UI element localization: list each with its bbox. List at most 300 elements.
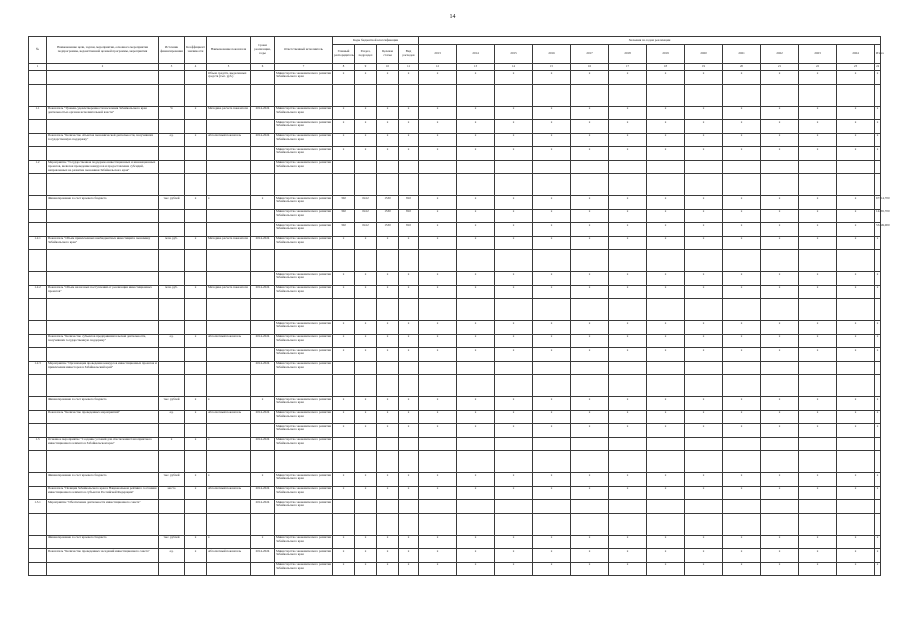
empty-cell bbox=[47, 250, 159, 272]
table-cell: х bbox=[457, 147, 495, 161]
table-cell: х bbox=[761, 334, 799, 348]
header-year: 2013 bbox=[419, 45, 457, 64]
table-cell: х bbox=[647, 535, 685, 549]
empty-cell bbox=[837, 250, 875, 272]
table-cell: х bbox=[723, 272, 761, 286]
table-cell: х bbox=[185, 106, 207, 120]
empty-cell bbox=[875, 174, 881, 196]
table-cell: х bbox=[761, 486, 799, 500]
empty-cell bbox=[29, 250, 47, 272]
table-cell: х bbox=[571, 272, 609, 286]
column-number: 7 bbox=[275, 64, 333, 71]
empty-cell bbox=[837, 513, 875, 535]
table-cell: х bbox=[609, 106, 647, 120]
table-cell: х bbox=[457, 236, 495, 250]
table-cell: % bbox=[159, 106, 185, 120]
table-cell: х bbox=[495, 106, 533, 120]
table-cell bbox=[419, 160, 457, 174]
table-cell: х bbox=[377, 535, 399, 549]
table-cell: х bbox=[761, 223, 799, 237]
table-cell: х bbox=[207, 473, 251, 487]
empty-cell bbox=[799, 375, 837, 397]
table-cell: х bbox=[185, 473, 207, 487]
table-cell bbox=[251, 348, 275, 362]
page-number: 14 bbox=[449, 14, 456, 20]
table-row bbox=[29, 397, 881, 411]
table-cell: х bbox=[723, 410, 761, 424]
table-cell: х bbox=[495, 321, 533, 335]
table-cell: х bbox=[399, 71, 419, 85]
column-number: 9 bbox=[355, 64, 377, 71]
table-cell bbox=[185, 272, 207, 286]
table-cell: х bbox=[685, 473, 723, 487]
table-cell: Министерство экономического развития Забайкальского края bbox=[275, 361, 333, 375]
table-cell bbox=[251, 209, 275, 223]
table-cell: х bbox=[377, 120, 399, 134]
table-cell: х bbox=[571, 535, 609, 549]
table-row bbox=[29, 500, 881, 514]
table-row bbox=[29, 334, 881, 348]
table-cell: х bbox=[495, 147, 533, 161]
empty-cell bbox=[185, 299, 207, 321]
table-cell: х bbox=[495, 236, 533, 250]
empty-cell bbox=[533, 174, 571, 196]
empty-cell bbox=[29, 84, 47, 106]
table-cell: х bbox=[533, 486, 571, 500]
table-cell bbox=[185, 424, 207, 438]
table-cell: х bbox=[647, 272, 685, 286]
table-cell: х bbox=[355, 473, 377, 487]
table-row bbox=[29, 160, 881, 174]
table-cell: Министерство экономического развития Забайкальского края bbox=[275, 272, 333, 286]
table-cell bbox=[251, 160, 275, 174]
table-cell: Министерство экономического развития Забайкальского края bbox=[275, 147, 333, 161]
table-cell bbox=[251, 272, 275, 286]
column-number: 19 bbox=[685, 64, 723, 71]
table-cell: х bbox=[533, 348, 571, 362]
header-year: 2014 bbox=[457, 45, 495, 64]
table-cell: 2014-2024 bbox=[251, 486, 275, 500]
table-cell: х bbox=[533, 106, 571, 120]
table-cell: х bbox=[185, 334, 207, 348]
table-cell: х bbox=[761, 348, 799, 362]
header-year: 2015 bbox=[495, 45, 533, 64]
table-cell: х bbox=[875, 473, 881, 487]
empty-cell bbox=[399, 513, 419, 535]
table-cell: х bbox=[333, 473, 355, 487]
table-cell: х bbox=[875, 348, 881, 362]
empty-cell bbox=[333, 451, 355, 473]
table-row-spacer bbox=[29, 451, 881, 473]
empty-cell bbox=[207, 451, 251, 473]
table-cell: х bbox=[723, 223, 761, 237]
row-title-cell: Мероприятие "Обеспечение деятельности инвестиционного совета" bbox=[47, 500, 159, 514]
table-cell: х bbox=[333, 272, 355, 286]
table-cell: х bbox=[419, 106, 457, 120]
empty-cell bbox=[207, 299, 251, 321]
table-cell bbox=[29, 424, 47, 438]
table-cell: х bbox=[685, 397, 723, 411]
table-cell bbox=[185, 147, 207, 161]
row-title-cell: Показатель "Объем привлеченных внебюджетных инвестиций в экономику Забайкальского края" bbox=[47, 236, 159, 250]
empty-cell bbox=[495, 84, 533, 106]
table-cell: х bbox=[723, 71, 761, 85]
table-cell: х bbox=[419, 147, 457, 161]
table-cell bbox=[159, 424, 185, 438]
table-cell: х bbox=[419, 424, 457, 438]
table-cell: х bbox=[419, 348, 457, 362]
table-cell: х bbox=[533, 334, 571, 348]
empty-cell bbox=[275, 250, 333, 272]
table-cell: х bbox=[419, 334, 457, 348]
table-cell: 0412 bbox=[355, 209, 377, 223]
table-cell: Министерство экономического развития Забайкальского края bbox=[275, 500, 333, 514]
table-cell: х bbox=[837, 71, 875, 85]
table-cell: х bbox=[377, 71, 399, 85]
table-cell bbox=[875, 160, 881, 174]
table-cell: ед. bbox=[159, 410, 185, 424]
empty-cell bbox=[457, 84, 495, 106]
column-number: 4 bbox=[185, 64, 207, 71]
table-cell: х bbox=[761, 321, 799, 335]
header-year: 2019 bbox=[647, 45, 685, 64]
table-cell bbox=[495, 500, 533, 514]
table-cell: х bbox=[723, 473, 761, 487]
table-cell: х bbox=[377, 397, 399, 411]
column-number: 2 bbox=[47, 64, 159, 71]
table-cell bbox=[875, 500, 881, 514]
empty-cell bbox=[647, 299, 685, 321]
table-cell bbox=[207, 147, 251, 161]
table-cell: х bbox=[799, 549, 837, 563]
table-cell bbox=[207, 160, 251, 174]
table-cell: х bbox=[837, 106, 875, 120]
table-cell: х bbox=[609, 348, 647, 362]
table-cell bbox=[533, 437, 571, 451]
empty-cell bbox=[837, 451, 875, 473]
table-row bbox=[29, 120, 881, 134]
table-cell bbox=[609, 361, 647, 375]
table-cell: 14465,700 bbox=[875, 209, 881, 223]
table-cell: х bbox=[185, 133, 207, 147]
table-cell: х bbox=[457, 562, 495, 576]
table-cell: х bbox=[609, 562, 647, 576]
empty-cell bbox=[251, 451, 275, 473]
empty-cell bbox=[419, 451, 457, 473]
table-cell: х bbox=[377, 236, 399, 250]
table-row-spacer bbox=[29, 84, 881, 106]
table-cell: х bbox=[495, 424, 533, 438]
empty-cell bbox=[159, 174, 185, 196]
table-cell bbox=[457, 160, 495, 174]
document-sheet bbox=[28, 36, 890, 576]
table-cell: х bbox=[571, 223, 609, 237]
table-cell: х bbox=[419, 562, 457, 576]
empty-cell bbox=[47, 299, 159, 321]
table-cell bbox=[29, 209, 47, 223]
table-cell: х bbox=[495, 397, 533, 411]
table-cell bbox=[495, 437, 533, 451]
table-cell: Министерство экономического развития Забайкальского края bbox=[275, 160, 333, 174]
header-kind: Вид расходов bbox=[399, 45, 419, 64]
empty-cell bbox=[571, 451, 609, 473]
header-indicator: Наименование показателя bbox=[207, 37, 251, 64]
table-row bbox=[29, 285, 881, 299]
table-cell: х bbox=[723, 120, 761, 134]
table-cell: х bbox=[533, 562, 571, 576]
table-cell: х bbox=[399, 424, 419, 438]
table-cell: тыс. рублей bbox=[159, 535, 185, 549]
table-cell: х bbox=[723, 147, 761, 161]
table-cell bbox=[837, 500, 875, 514]
table-cell: х bbox=[457, 334, 495, 348]
empty-cell bbox=[399, 84, 419, 106]
table-cell: ед. bbox=[159, 334, 185, 348]
table-cell: х bbox=[647, 236, 685, 250]
table-cell: х bbox=[333, 348, 355, 362]
table-cell: х bbox=[207, 437, 251, 451]
empty-cell bbox=[355, 299, 377, 321]
table-cell: х bbox=[571, 348, 609, 362]
header-year: 2017 bbox=[571, 45, 609, 64]
table-cell bbox=[875, 437, 881, 451]
table-cell: х bbox=[419, 223, 457, 237]
empty-cell bbox=[29, 174, 47, 196]
empty-cell bbox=[685, 299, 723, 321]
table-cell bbox=[457, 437, 495, 451]
table-cell: х bbox=[355, 133, 377, 147]
table-cell: х bbox=[609, 147, 647, 161]
column-number: 24 bbox=[875, 64, 881, 71]
table-cell: х bbox=[399, 321, 419, 335]
empty-cell bbox=[185, 250, 207, 272]
table-cell bbox=[185, 71, 207, 85]
table-row bbox=[29, 209, 881, 223]
table-cell: х bbox=[333, 486, 355, 500]
table-cell: х bbox=[875, 71, 881, 85]
table-cell: х bbox=[377, 348, 399, 362]
table-cell: Министерство экономического развития Забайкальского края bbox=[275, 209, 333, 223]
table-cell: Объем средств, выделенных средств (тыс. руб.) bbox=[207, 71, 251, 85]
row-title-cell bbox=[47, 272, 159, 286]
table-cell: х bbox=[685, 133, 723, 147]
table-cell: 1.2.1 bbox=[29, 236, 47, 250]
table-cell bbox=[251, 71, 275, 85]
header-year: 2022 bbox=[761, 45, 799, 64]
empty-cell bbox=[837, 84, 875, 106]
empty-cell bbox=[275, 513, 333, 535]
table-row bbox=[29, 473, 881, 487]
table-cell: х bbox=[419, 196, 457, 210]
table-cell: х bbox=[875, 272, 881, 286]
empty-cell bbox=[761, 513, 799, 535]
table-cell: х bbox=[647, 133, 685, 147]
table-cell: х bbox=[457, 535, 495, 549]
table-cell bbox=[207, 120, 251, 134]
table-cell: Министерство экономического развития Забайкальского края bbox=[275, 321, 333, 335]
table-cell: Министерство экономического развития Забайкальского края bbox=[275, 223, 333, 237]
empty-cell bbox=[495, 174, 533, 196]
table-cell: х bbox=[723, 562, 761, 576]
table-cell: х bbox=[355, 486, 377, 500]
empty-cell bbox=[399, 250, 419, 272]
table-cell bbox=[333, 437, 355, 451]
table-cell: х bbox=[723, 334, 761, 348]
empty-cell bbox=[159, 299, 185, 321]
table-cell: х bbox=[355, 397, 377, 411]
column-number: 23 bbox=[837, 64, 875, 71]
table-cell: х bbox=[647, 106, 685, 120]
table-cell: х bbox=[647, 120, 685, 134]
table-cell: Методика расчета показателя bbox=[207, 106, 251, 120]
table-cell: х bbox=[333, 285, 355, 299]
empty-cell bbox=[609, 174, 647, 196]
table-cell: х bbox=[799, 71, 837, 85]
table-cell bbox=[159, 160, 185, 174]
table-cell: х bbox=[837, 120, 875, 134]
column-number: 18 bbox=[647, 64, 685, 71]
column-number: 17 bbox=[609, 64, 647, 71]
table-cell: х bbox=[495, 334, 533, 348]
table-cell: х bbox=[457, 348, 495, 362]
table-cell bbox=[159, 361, 185, 375]
column-number: 21 bbox=[761, 64, 799, 71]
empty-cell bbox=[723, 84, 761, 106]
table-cell bbox=[29, 549, 47, 563]
table-cell: х bbox=[419, 236, 457, 250]
table-cell: х bbox=[207, 196, 251, 210]
table-cell bbox=[647, 361, 685, 375]
row-title-cell bbox=[47, 348, 159, 362]
table-cell: х bbox=[761, 120, 799, 134]
empty-cell bbox=[723, 375, 761, 397]
empty-cell bbox=[47, 84, 159, 106]
header-group-values: Значения по годам реализации bbox=[419, 37, 881, 45]
table-cell: х bbox=[875, 120, 881, 134]
empty-cell bbox=[571, 250, 609, 272]
row-title-cell: Показатель "Количество проведенных мероприятий" bbox=[47, 410, 159, 424]
table-cell bbox=[837, 437, 875, 451]
table-cell: х bbox=[333, 535, 355, 549]
table-cell: х bbox=[419, 486, 457, 500]
header-source: Источник финансирования bbox=[159, 37, 185, 64]
empty-cell bbox=[837, 375, 875, 397]
table-cell: х bbox=[571, 397, 609, 411]
table-cell: х bbox=[333, 147, 355, 161]
table-cell: х bbox=[685, 106, 723, 120]
table-row bbox=[29, 535, 881, 549]
table-cell: х bbox=[185, 437, 207, 451]
table-cell: х bbox=[399, 397, 419, 411]
table-cell bbox=[333, 361, 355, 375]
table-cell: х bbox=[875, 397, 881, 411]
table-cell: х bbox=[723, 321, 761, 335]
table-row bbox=[29, 223, 881, 237]
table-row bbox=[29, 321, 881, 335]
table-cell: Министерство экономического развития Забайкальского края bbox=[275, 334, 333, 348]
empty-cell bbox=[457, 375, 495, 397]
table-cell: х bbox=[571, 285, 609, 299]
table-cell: х bbox=[377, 106, 399, 120]
table-cell: х bbox=[837, 486, 875, 500]
empty-cell bbox=[571, 174, 609, 196]
table-row-spacer bbox=[29, 375, 881, 397]
table-cell: х bbox=[761, 133, 799, 147]
table-cell: Министерство экономического развития Забайкальского края bbox=[275, 120, 333, 134]
column-number: 11 bbox=[399, 64, 419, 71]
empty-cell bbox=[333, 299, 355, 321]
table-cell: х bbox=[609, 410, 647, 424]
table-cell bbox=[207, 424, 251, 438]
row-title-cell: Мероприятие "Государственная поддержка инвестиционных и инновационных проектов, включая проведение конкурсов и предоставление субсидий, направленных на развитие экономики Забайкальского края" bbox=[47, 160, 159, 174]
table-cell: х bbox=[685, 321, 723, 335]
table-row bbox=[29, 147, 881, 161]
table-cell bbox=[185, 348, 207, 362]
table-cell bbox=[159, 348, 185, 362]
table-row bbox=[29, 437, 881, 451]
table-cell: х bbox=[875, 549, 881, 563]
table-cell: Министерство экономического развития Забайкальского края bbox=[275, 71, 333, 85]
table-cell bbox=[377, 500, 399, 514]
table-cell: х bbox=[355, 236, 377, 250]
row-title-cell bbox=[47, 223, 159, 237]
table-cell: х bbox=[875, 106, 881, 120]
table-cell: х bbox=[647, 549, 685, 563]
empty-cell bbox=[761, 299, 799, 321]
table-cell: х bbox=[399, 120, 419, 134]
empty-cell bbox=[419, 174, 457, 196]
table-cell: х bbox=[377, 321, 399, 335]
table-cell: х bbox=[399, 272, 419, 286]
table-cell: х bbox=[399, 473, 419, 487]
table-cell bbox=[185, 160, 207, 174]
table-cell bbox=[875, 361, 881, 375]
table-cell bbox=[355, 500, 377, 514]
empty-cell bbox=[333, 250, 355, 272]
table-cell: х bbox=[723, 106, 761, 120]
table-cell: х bbox=[207, 535, 251, 549]
empty-cell bbox=[685, 451, 723, 473]
empty-cell bbox=[457, 451, 495, 473]
table-cell: ед. bbox=[159, 133, 185, 147]
table-cell bbox=[399, 437, 419, 451]
empty-cell bbox=[875, 451, 881, 473]
empty-cell bbox=[723, 451, 761, 473]
table-cell: х bbox=[207, 397, 251, 411]
empty-cell bbox=[207, 84, 251, 106]
row-title-cell: Показатель "Объем налоговых поступлений от реализации инвестиционных проектов" bbox=[47, 285, 159, 299]
table-row bbox=[29, 562, 881, 576]
table-cell: х bbox=[377, 473, 399, 487]
empty-cell bbox=[723, 174, 761, 196]
table-cell bbox=[185, 223, 207, 237]
row-title-cell bbox=[47, 209, 159, 223]
empty-cell bbox=[647, 84, 685, 106]
table-cell: х bbox=[419, 120, 457, 134]
table-cell: х bbox=[685, 549, 723, 563]
table-cell: х bbox=[185, 196, 207, 210]
table-cell: х bbox=[377, 549, 399, 563]
table-cell bbox=[29, 397, 47, 411]
empty-cell bbox=[571, 84, 609, 106]
table-cell bbox=[355, 437, 377, 451]
table-cell: 810 bbox=[399, 223, 419, 237]
table-cell: х bbox=[685, 236, 723, 250]
table-cell: х bbox=[685, 334, 723, 348]
table-cell bbox=[723, 500, 761, 514]
table-cell: х bbox=[609, 321, 647, 335]
table-cell: х bbox=[761, 473, 799, 487]
